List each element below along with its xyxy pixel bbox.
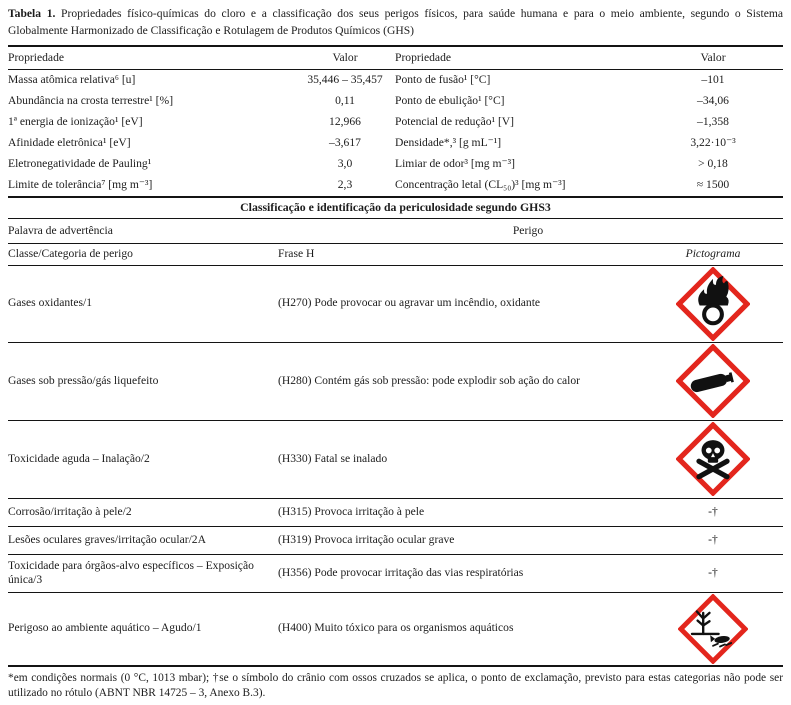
property-name: Afinidade eletrônica¹ [eV] bbox=[8, 136, 131, 150]
property-value: –34,06 bbox=[697, 94, 729, 108]
hazard-row bbox=[8, 499, 783, 526]
skull-crossbones-icon bbox=[676, 422, 750, 496]
ghs-phrase-column-header: Frase H bbox=[278, 246, 315, 260]
property-name: Ponto de fusão¹ [°C] bbox=[395, 73, 491, 87]
property-value: 0,11 bbox=[335, 94, 355, 108]
hazard-row bbox=[8, 555, 783, 592]
hazard-class: Gases oxidantes/1 bbox=[8, 296, 93, 310]
hazard-row bbox=[8, 527, 783, 554]
property-row bbox=[8, 70, 783, 91]
hazard-row bbox=[8, 266, 783, 342]
property-value: 12,966 bbox=[329, 115, 361, 129]
hazard-phrase: (H270) Pode provocar ou agravar um incêndio, oxidante bbox=[278, 296, 541, 310]
property-row bbox=[8, 91, 783, 112]
ghs-class-column-header: Classe/Categoria de perigo bbox=[8, 246, 133, 260]
table-caption-text: Propriedades físico-químicas do cloro e a classificação dos seus perigos físicos, para saúde humana e para o meio ambiente, segundo o Sistema Globalmente Harmonizado de Classificação e Rotulagem de Produtos Químicos (GHS) bbox=[8, 7, 784, 37]
hazard-class: Perigoso ao ambiente aquático – Agudo/1 bbox=[8, 621, 202, 635]
gas-cylinder-icon bbox=[676, 344, 750, 418]
property-name: Ponto de ebulição¹ [°C] bbox=[395, 94, 505, 108]
property-value: –1,358 bbox=[697, 115, 729, 129]
signal-word-label: Palavra de advertência bbox=[8, 224, 113, 238]
ghs-pictogram-column-header: Pictograma bbox=[685, 246, 741, 260]
property-value: 3,0 bbox=[337, 157, 353, 171]
property-name: Limiar de odor³ [mg m⁻³] bbox=[395, 157, 515, 171]
property-value: > 0,18 bbox=[698, 157, 728, 171]
hazard-row bbox=[8, 593, 783, 665]
table-footnote: *em condições normais (0 °C, 1013 mbar); †se o símbolo do crânio com ossos cruzados se aplica, o ponto de exclamação, previsto para estas categorias não pode ser utilizado no rótulo (ABNT NBR 14725 – 3, Anexo B.3). bbox=[8, 671, 783, 699]
property-name: Densidade*,³ [g mL⁻¹] bbox=[395, 136, 502, 150]
property-value: 2,3 bbox=[337, 178, 353, 192]
property-name: Abundância na crosta terrestre¹ [%] bbox=[8, 94, 174, 108]
property-name: Limite de tolerância⁷ [mg m⁻³] bbox=[8, 178, 153, 192]
property-name: Concentração letal (CL₅₀)³ [mg m⁻³] bbox=[395, 178, 566, 192]
hazard-row bbox=[8, 343, 783, 420]
hazard-phrase: (H356) Pode provocar irritação das vias respiratórias bbox=[278, 565, 524, 579]
hazard-class: Toxicidade aguda – Inalação/2 bbox=[8, 451, 150, 465]
ghs-columns-header-row bbox=[8, 244, 783, 265]
property-row bbox=[8, 112, 783, 133]
properties-header-col2: Valor bbox=[332, 50, 358, 64]
property-name: Eletronegatividade de Pauling¹ bbox=[8, 157, 152, 171]
hazard-class: Lesões oculares graves/irritação ocular/2A bbox=[8, 532, 206, 546]
hazard-pictogram-note: -† bbox=[708, 504, 718, 518]
hazard-row bbox=[8, 421, 783, 498]
properties-header-col1: Propriedade bbox=[8, 50, 65, 64]
hazard-phrase: (H315) Provoca irritação à pele bbox=[278, 504, 425, 518]
property-row bbox=[8, 154, 783, 175]
signal-word-value: Perigo bbox=[512, 224, 544, 238]
ghs-section-title: Classificação e identificação da periculosidade segundo GHS3 bbox=[240, 200, 551, 215]
table-caption bbox=[8, 6, 783, 40]
dead-tree-and-fish-icon bbox=[678, 594, 748, 664]
property-row bbox=[8, 175, 783, 196]
property-name: 1ª energia de ionização¹ [eV] bbox=[8, 115, 143, 129]
table-caption-label: Tabela 1. bbox=[8, 7, 56, 20]
hazard-phrase: (H330) Fatal se inalado bbox=[278, 451, 388, 465]
property-value: –101 bbox=[701, 73, 725, 87]
properties-header-row bbox=[8, 47, 783, 69]
hazard-class: Toxicidade para órgãos-alvo específicos – Exposição única/3 bbox=[8, 558, 254, 587]
property-value: 3,22·10⁻³ bbox=[690, 136, 736, 150]
bottom-rule bbox=[8, 665, 783, 667]
hazard-phrase: (H280) Contém gás sob pressão: pode explodir sob ação do calor bbox=[278, 373, 581, 387]
property-name: Potencial de redução¹ [V] bbox=[395, 115, 515, 129]
property-value: ≈ 1500 bbox=[696, 178, 730, 192]
flame-over-circle-icon bbox=[676, 267, 750, 341]
property-value: 35,446 – 35,457 bbox=[307, 73, 383, 87]
hazard-pictogram-note: -† bbox=[708, 565, 718, 579]
property-name: Massa atômica relativa⁶ [u] bbox=[8, 73, 136, 87]
signal-word-row bbox=[8, 219, 783, 243]
properties-header-col3: Propriedade bbox=[395, 50, 452, 64]
property-value: –3,617 bbox=[329, 136, 361, 150]
hazard-class: Corrosão/irritação à pele/2 bbox=[8, 504, 132, 518]
hazard-phrase: (H319) Provoca irritação ocular grave bbox=[278, 532, 455, 546]
property-row bbox=[8, 133, 783, 154]
properties-header-col4: Valor bbox=[700, 50, 726, 64]
hazard-pictogram-note: -† bbox=[708, 532, 718, 546]
hazard-class: Gases sob pressão/gás liquefeito bbox=[8, 373, 159, 387]
hazard-phrase: (H400) Muito tóxico para os organismos aquáticos bbox=[278, 621, 514, 635]
